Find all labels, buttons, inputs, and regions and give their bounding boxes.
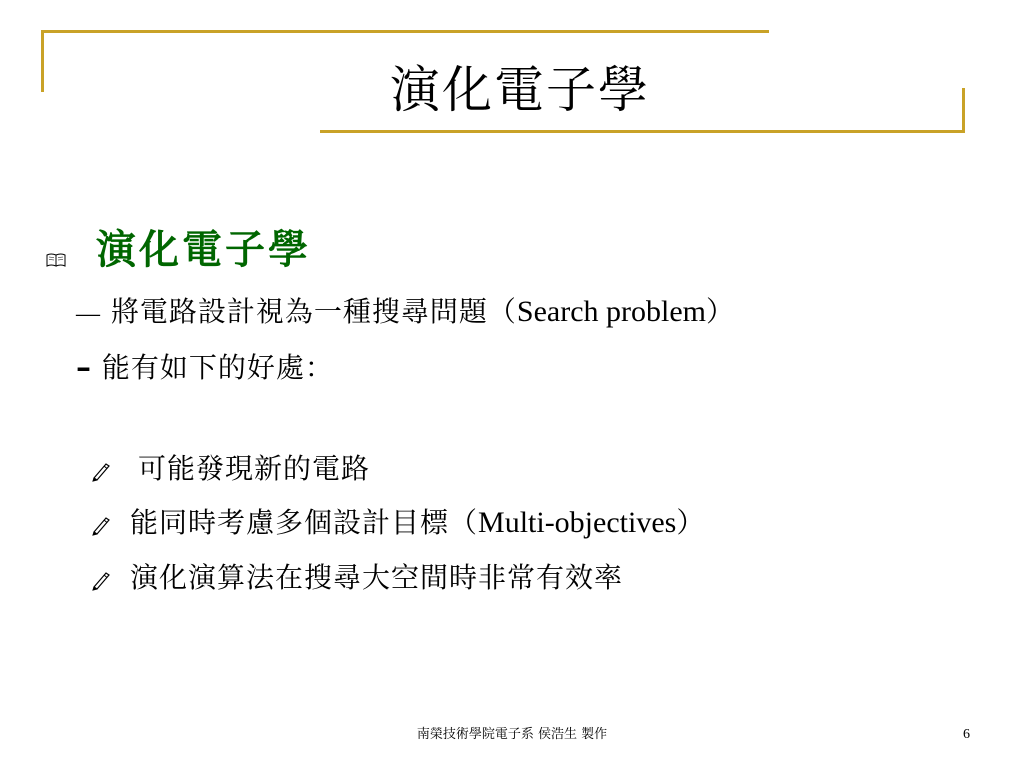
pencil-icon [86,460,116,482]
title-frame-top-line [41,30,769,33]
pencil-icon [86,514,116,536]
slide-footer: 南榮技術學院電子系 侯浩生 製作 [416,727,608,742]
em-dash: — [76,301,101,327]
bullet-text-english: Multi-objectives [478,506,677,539]
en-dash: – [76,350,92,385]
title-frame-bottom-line [320,130,965,133]
bullet-text: 能同時考慮多個設計目標（ [130,506,479,539]
page-number: 6 [963,727,970,742]
bullet-text: 演化演算法在搜尋大空間時非常有效率 [130,561,624,594]
book-icon [46,252,66,268]
bullet-item [86,449,370,489]
bullet-text: 可能發現新的電路 [138,452,371,485]
slide-title: 演化電子學 [390,61,650,119]
bullet-item [86,558,623,598]
bullet-item [86,503,705,543]
intro-text-2: 能有如下的好處： [92,351,334,384]
section-heading: 演化電子學 [96,226,311,273]
intro-text-1-end: ） [706,295,736,328]
title-frame-left-line [41,30,44,92]
intro-line-1 [76,292,735,334]
title-frame-right-line [962,88,965,133]
pencil-icon [86,569,116,591]
bullet-text-end: ） [676,506,706,539]
intro-text-1: 將電路設計視為一種搜尋問題（ [101,295,517,328]
intro-line-2 [76,348,334,388]
intro-text-1-english: Search problem [516,295,707,328]
